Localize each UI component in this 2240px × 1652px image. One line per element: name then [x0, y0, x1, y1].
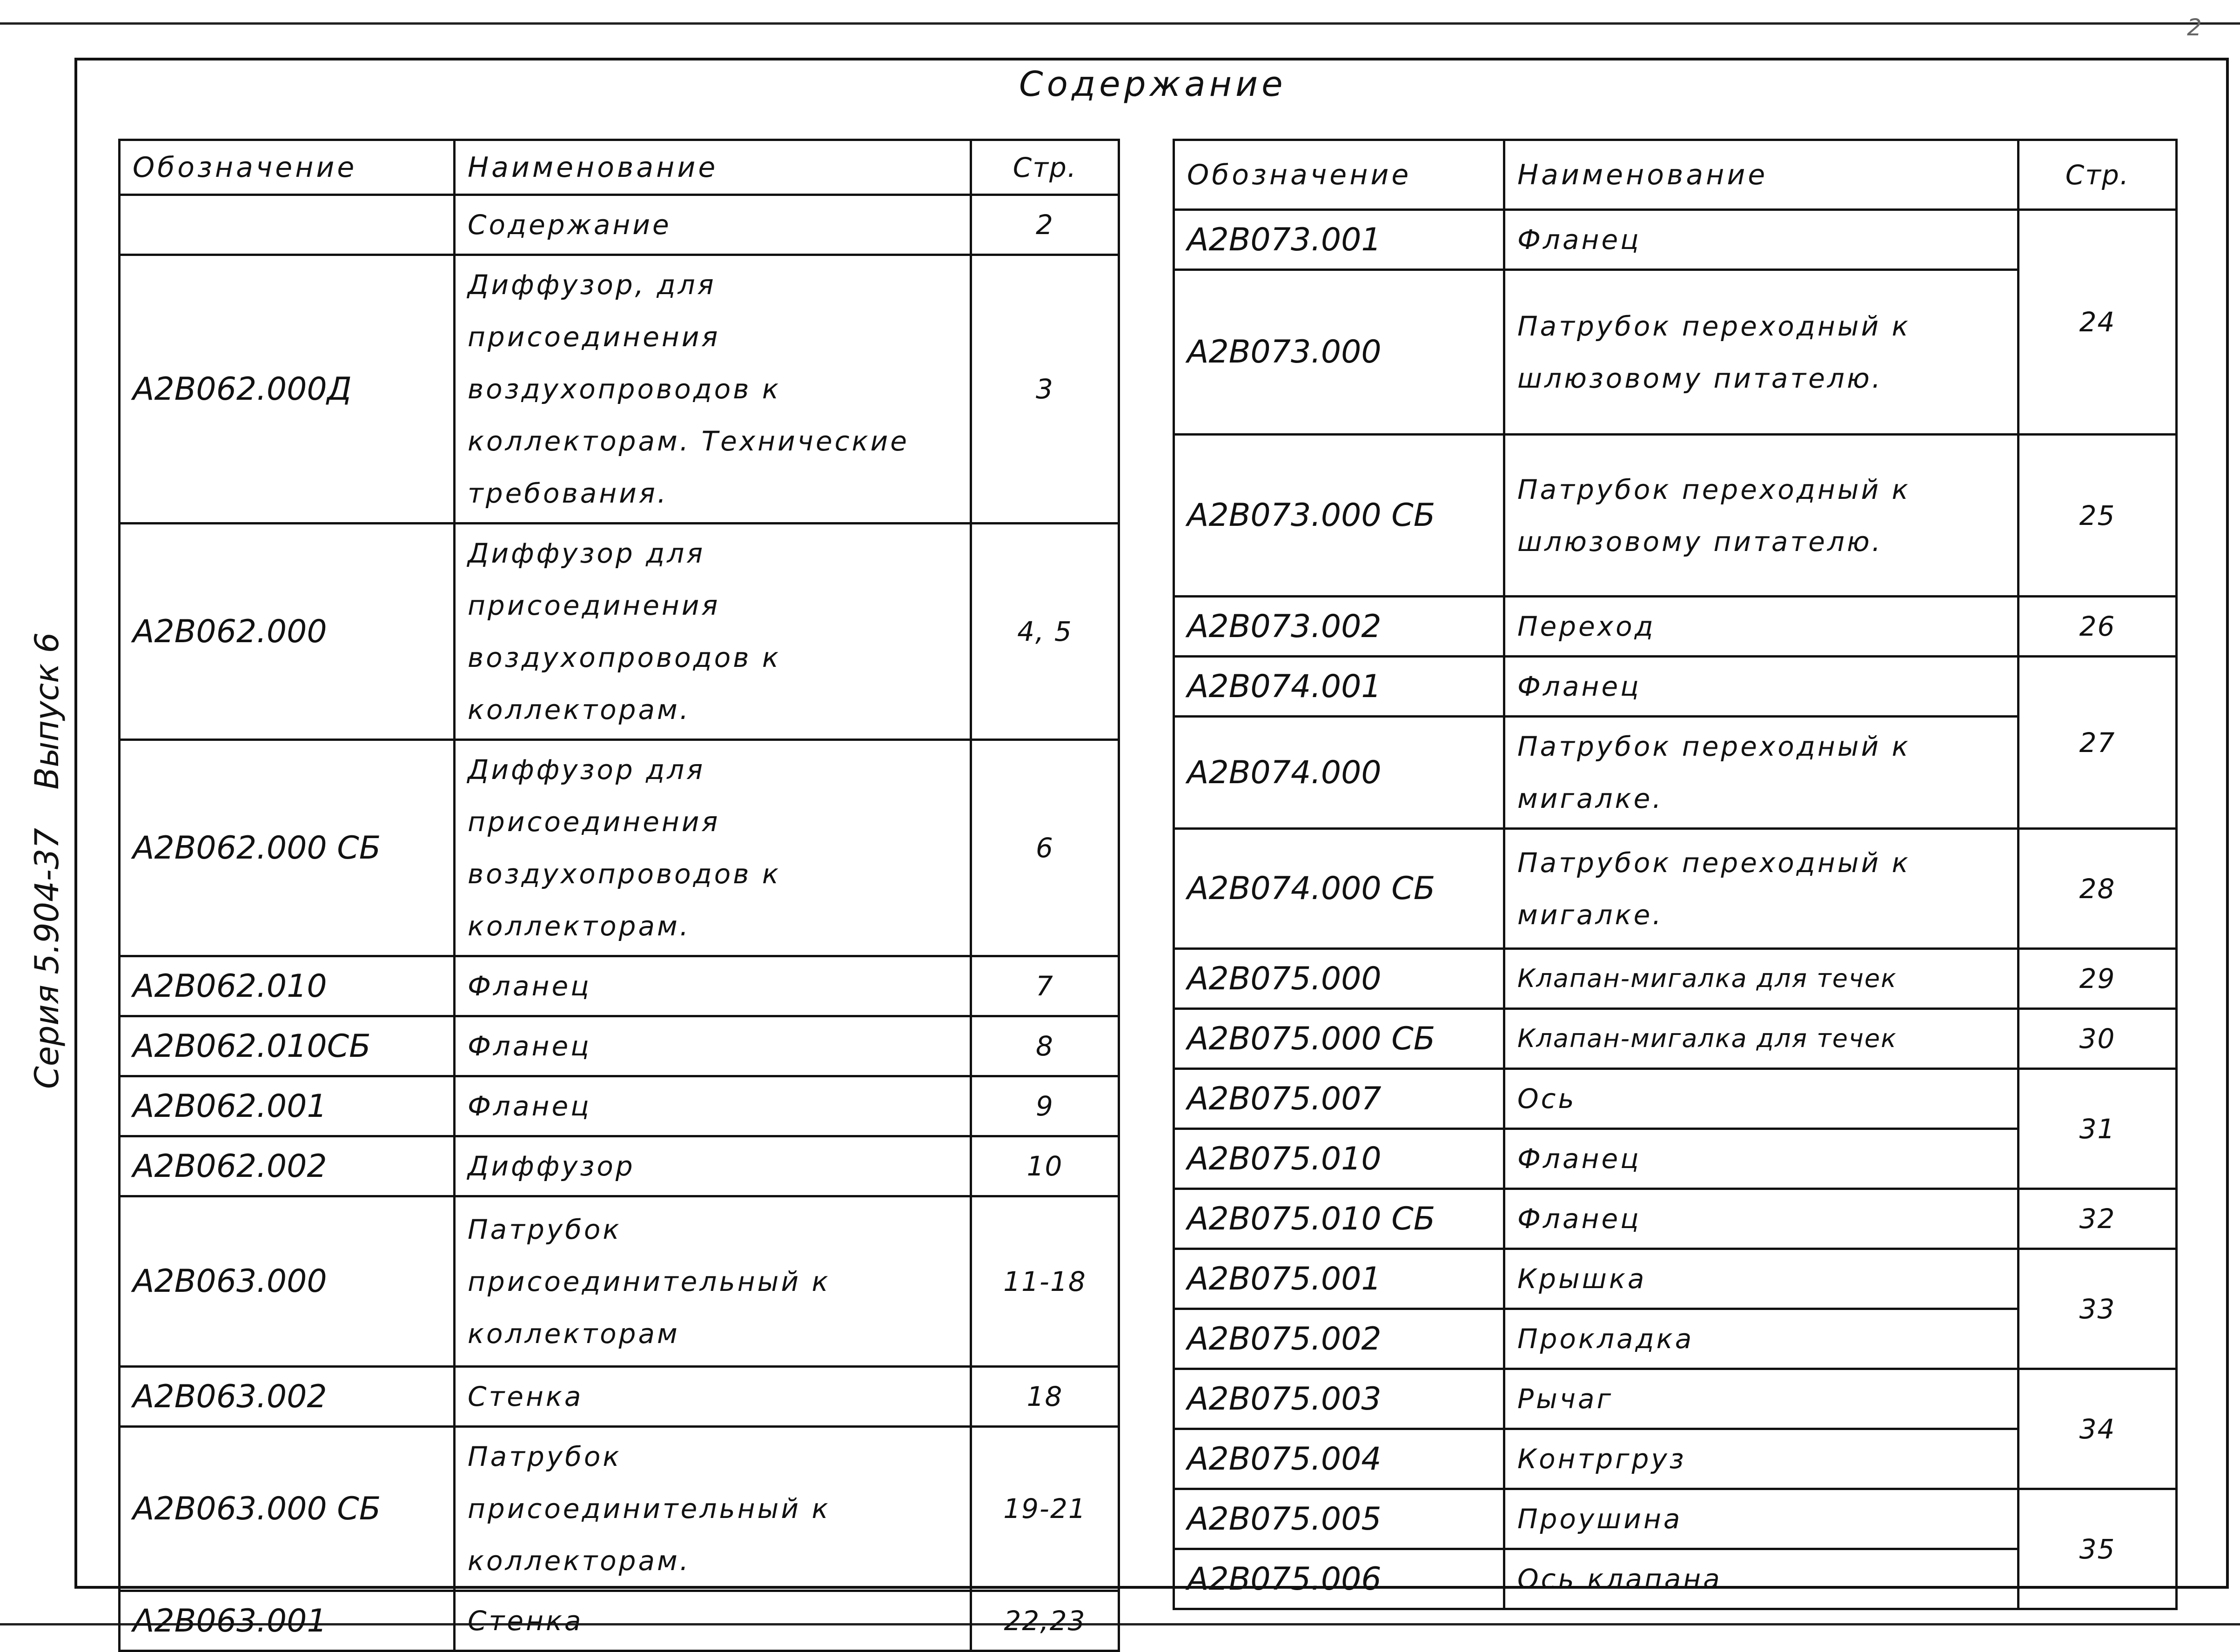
- row-code: А2В075.000: [1174, 949, 1504, 1009]
- row-name: Патрубок присоединительный к коллекторам: [455, 1196, 971, 1367]
- row-page: 18: [971, 1367, 1119, 1427]
- table-row: [1174, 657, 2177, 717]
- row-name: Стенка: [455, 1591, 971, 1651]
- row-code: А2В062.000: [120, 524, 455, 740]
- row-name: Прокладка: [1504, 1309, 2019, 1369]
- row-page: 22,23: [971, 1591, 1119, 1651]
- row-code: А2В075.010 СБ: [1174, 1189, 1504, 1249]
- row-code: А2В074.000: [1174, 717, 1504, 829]
- header-designation: Обозначение: [120, 140, 455, 195]
- row-page: 25: [2019, 435, 2177, 597]
- header-page: Стр.: [971, 140, 1119, 195]
- row-name: Рычаг: [1504, 1369, 2019, 1429]
- row-name: Клапан-мигалка для течек: [1504, 1009, 2019, 1069]
- table-row: [1174, 1189, 2177, 1249]
- row-code: А2В062.010: [120, 956, 455, 1016]
- row-code: А2В075.003: [1174, 1369, 1504, 1429]
- row-code: А2В063.000: [120, 1196, 455, 1367]
- sheet-top-edge: [0, 22, 2240, 25]
- table-row: [1174, 435, 2177, 597]
- row-page: 32: [2019, 1189, 2177, 1249]
- row-name: Фланец: [1504, 1129, 2019, 1189]
- row-code: А2В073.001: [1174, 210, 1504, 270]
- row-name: Проушина: [1504, 1489, 2019, 1549]
- table-row: [1174, 829, 2177, 949]
- table-row: [1174, 1369, 2177, 1429]
- row-page: 34: [2019, 1369, 2177, 1489]
- row-code: А2В075.002: [1174, 1309, 1504, 1369]
- row-code: А2В063.002: [120, 1367, 455, 1427]
- row-page: 28: [2019, 829, 2177, 949]
- row-name: Клапан-мигалка для течек: [1504, 949, 2019, 1009]
- table-row: [1174, 597, 2177, 657]
- corner-page-mark: 2: [2187, 14, 2202, 41]
- row-name: Патрубок переходный к шлюзовому питателю.: [1504, 435, 2019, 597]
- table-row: [1174, 949, 2177, 1009]
- table-row: [1174, 1069, 2177, 1129]
- row-name: Содержание: [455, 195, 971, 255]
- row-page: 11-18: [971, 1196, 1119, 1367]
- row-page: 26: [2019, 597, 2177, 657]
- row-page: 31: [2019, 1069, 2177, 1189]
- row-page: 10: [971, 1136, 1119, 1196]
- table-row: [120, 1076, 1119, 1136]
- row-page: 30: [2019, 1009, 2177, 1069]
- table-row: [120, 1196, 1119, 1367]
- header-designation: Обозначение: [1174, 140, 1504, 210]
- table-row: [120, 740, 1119, 956]
- row-name: Фланец: [1504, 1189, 2019, 1249]
- row-page: 24: [2019, 210, 2177, 435]
- table-row: [120, 1136, 1119, 1196]
- row-code: А2В075.007: [1174, 1069, 1504, 1129]
- row-code: А2В075.010: [1174, 1129, 1504, 1189]
- row-page: 4, 5: [971, 524, 1119, 740]
- row-code: А2В062.001: [120, 1076, 455, 1136]
- page-title: Содержание: [1019, 64, 1287, 104]
- row-code: А2В075.004: [1174, 1429, 1504, 1489]
- header-page: Стр.: [2019, 140, 2177, 210]
- table-header-row: [1174, 140, 2177, 210]
- row-page: 2: [971, 195, 1119, 255]
- row-name: Переход: [1504, 597, 2019, 657]
- table-row: [120, 1016, 1119, 1076]
- table-row: [120, 195, 1119, 255]
- row-name: Фланец: [455, 1076, 971, 1136]
- row-name: Патрубок переходный к шлюзовому питателю.: [1504, 270, 2019, 435]
- row-name: Ось: [1504, 1069, 2019, 1129]
- row-code: А2В063.001: [120, 1591, 455, 1651]
- row-code: А2В062.000 СБ: [120, 740, 455, 956]
- row-page: 8: [971, 1016, 1119, 1076]
- row-name: Фланец: [1504, 657, 2019, 717]
- table-row: [1174, 210, 2177, 270]
- row-page: 6: [971, 740, 1119, 956]
- row-code: А2В062.000Д: [120, 255, 455, 524]
- row-code: А2В063.000 СБ: [120, 1427, 455, 1591]
- row-page: 29: [2019, 949, 2177, 1009]
- row-name: Стенка: [455, 1367, 971, 1427]
- table-row: [1174, 1489, 2177, 1549]
- row-page: 19-21: [971, 1427, 1119, 1591]
- row-code: [120, 195, 455, 255]
- series-label: Серия 5.904-37: [28, 828, 66, 1089]
- header-name: Наименование: [455, 140, 971, 195]
- row-name: Диффузор: [455, 1136, 971, 1196]
- row-code: А2В062.002: [120, 1136, 455, 1196]
- row-code: А2В075.000 СБ: [1174, 1009, 1504, 1069]
- table-row: [120, 1367, 1119, 1427]
- row-page: 7: [971, 956, 1119, 1016]
- table-row: [1174, 1009, 2177, 1069]
- row-code: А2В074.001: [1174, 657, 1504, 717]
- row-name: Фланец: [455, 956, 971, 1016]
- row-page: 35: [2019, 1489, 2177, 1609]
- row-code: А2В075.001: [1174, 1249, 1504, 1309]
- row-name: Патрубок присоединительный к коллекторам.: [455, 1427, 971, 1591]
- table-row: [120, 255, 1119, 524]
- row-name: Диффузор для присоединения воздухопроводов к коллекторам.: [455, 740, 971, 956]
- row-name: Диффузор для присоединения воздухопроводов к коллекторам.: [455, 524, 971, 740]
- row-name: Ось клапана: [1504, 1549, 2019, 1609]
- row-page: 9: [971, 1076, 1119, 1136]
- row-code: А2В075.006: [1174, 1549, 1504, 1609]
- row-page: 27: [2019, 657, 2177, 829]
- row-name: Патрубок переходный к мигалке.: [1504, 829, 2019, 949]
- row-name: Диффузор, для присоединения воздухопроводов к коллекторам. Технические требования.: [455, 255, 971, 524]
- row-name: Контргруз: [1504, 1429, 2019, 1489]
- row-name: Патрубок переходный к мигалке.: [1504, 717, 2019, 829]
- row-code: А2В074.000 СБ: [1174, 829, 1504, 949]
- contents-table-right: [1173, 139, 2178, 1610]
- row-code: А2В073.000 СБ: [1174, 435, 1504, 597]
- table-row: [120, 1427, 1119, 1591]
- row-page: 3: [971, 255, 1119, 524]
- row-code: А2В075.005: [1174, 1489, 1504, 1549]
- contents-table-left: [118, 139, 1120, 1652]
- table-row: [120, 1591, 1119, 1651]
- row-code: А2В062.010СБ: [120, 1016, 455, 1076]
- issue-label: Выпуск 6: [28, 632, 66, 790]
- table-row: [120, 956, 1119, 1016]
- side-label: [28, 604, 66, 1089]
- table-header-row: [120, 140, 1119, 195]
- table-row: [1174, 1249, 2177, 1309]
- header-name: Наименование: [1504, 140, 2019, 210]
- row-name: Крышка: [1504, 1249, 2019, 1309]
- row-code: А2В073.000: [1174, 270, 1504, 435]
- row-page: 33: [2019, 1249, 2177, 1369]
- row-name: Фланец: [1504, 210, 2019, 270]
- row-name: Фланец: [455, 1016, 971, 1076]
- row-code: А2В073.002: [1174, 597, 1504, 657]
- table-row: [120, 524, 1119, 740]
